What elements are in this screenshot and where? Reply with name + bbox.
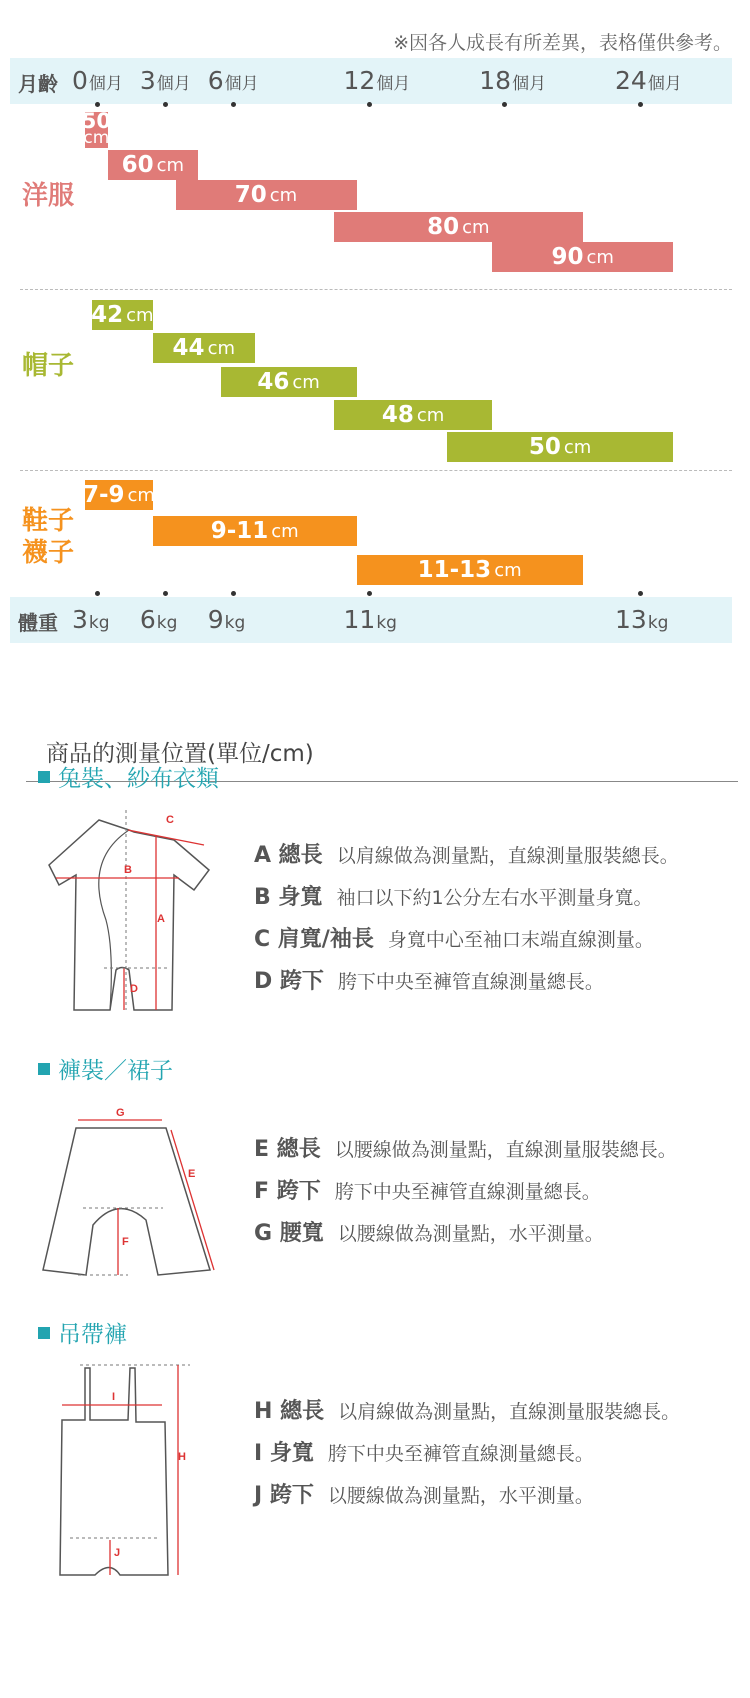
desc-e: E 總長 以腰線做為測量點，直線測量服裝總長。 [254,1137,677,1162]
letter-b: B [124,864,132,876]
age-tick-12: 12個月 [343,66,411,95]
age-tick-0: 0個月 [72,66,123,95]
desc-g: G 腰寬 以腰線做為測量點，水平測量。 [254,1221,604,1246]
letter-a: A [157,913,165,925]
category-separator [20,470,732,471]
weight-tick-6: 6kg [139,605,178,634]
bar-1-3: 48 cm [334,400,492,430]
bar-1-1: 44 cm [153,333,255,363]
weight-tick-11-dot [367,591,372,596]
category-label-0: 洋服 [22,181,75,211]
weight-axis-title: 體重 [18,611,58,635]
square-bullet-icon [38,1327,50,1339]
desc-f: F 跨下 胯下中央至褲管直線測量總長。 [254,1179,601,1204]
desc-c: C 肩寬/袖長 身寬中心至袖口末端直線測量。 [254,927,654,952]
bar-2-0: 7-9 cm [82,482,155,508]
age-tick-3-dot [163,102,168,107]
bar-1-2: 46 cm [221,367,357,397]
bar-2-1: 9-11 cm [153,516,357,546]
bar-0-3: 80 cm [334,212,583,242]
age-axis-title: 月齡 [18,72,58,96]
letter-h: H [178,1451,186,1463]
desc-j: J 跨下 以腰線做為測量點，水平測量。 [254,1483,594,1508]
desc-d: D 跨下 胯下中央至褲管直線測量總長。 [254,969,604,994]
desc-b: B 身寬 袖口以下約1公分左右水平測量身寬。 [254,885,653,910]
age-tick-24: 24個月 [615,66,682,95]
weight-axis [10,597,732,643]
square-bullet-icon [38,1063,50,1075]
letter-d: D [130,983,138,995]
bar-0-4: 90 cm [492,242,673,272]
square-bullet-icon [38,771,50,783]
letter-j: J [114,1547,121,1559]
desc-a: A 總長 以肩線做為測量點，直線測量服裝總長。 [254,843,679,868]
bar-0-0: 50 cm [81,109,111,148]
weight-tick-3-dot [95,591,100,596]
category-label-2: 鞋子 襪子 [22,506,75,568]
age-tick-6: 6個月 [207,66,259,95]
age-tick-24-dot [638,102,643,107]
bar-1-4: 50 cm [447,432,673,462]
letter-f: F [122,1236,129,1248]
weight-tick-13: 13kg [615,605,669,634]
desc-h: H 總長 以肩線做為測量點，直線測量服裝總長。 [254,1399,681,1424]
bar-0-1: 60 cm [108,150,199,180]
measure-title: 商品的測量位置(單位/cm) [46,741,314,767]
age-tick-18-dot [502,102,507,107]
letter-i: I [112,1391,116,1403]
bar-2-2: 11-13 cm [357,555,583,585]
pants-diagram [38,1100,218,1290]
age-tick-12-dot [367,102,372,107]
age-tick-0-dot [95,102,100,107]
bar-1-0: 42 cm [91,302,154,328]
category-separator [20,289,732,290]
overalls-diagram [50,1360,210,1590]
desc-i: I 身寬 胯下中央至褲管直線測量總長。 [254,1441,594,1466]
age-tick-6-dot [231,102,236,107]
section-rompers-title: 兔裝、紗布衣類 [38,760,219,793]
weight-tick-13-dot [638,591,643,596]
section-overalls-title: 吊帶褲 [38,1316,127,1349]
category-label-1: 帽子 [22,351,75,381]
letter-e: E [188,1168,196,1180]
weight-tick-9-dot [231,591,236,596]
letter-g: G [116,1107,125,1119]
age-tick-18: 18個月 [479,66,547,95]
weight-tick-9: 9kg [207,605,246,634]
bar-0-2: 70 cm [176,180,357,210]
weight-tick-6-dot [163,591,168,596]
letter-c: C [166,814,174,826]
weight-tick-11: 11kg [343,605,397,634]
age-axis [10,58,732,104]
romper-diagram [44,800,214,1020]
disclaimer-note: ※因各人成長有所差異，表格僅供參考。 [393,32,732,54]
age-tick-3: 3個月 [139,66,191,95]
section-pants-title: 褲裝／裙子 [38,1052,173,1085]
weight-tick-3: 3kg [72,605,110,634]
